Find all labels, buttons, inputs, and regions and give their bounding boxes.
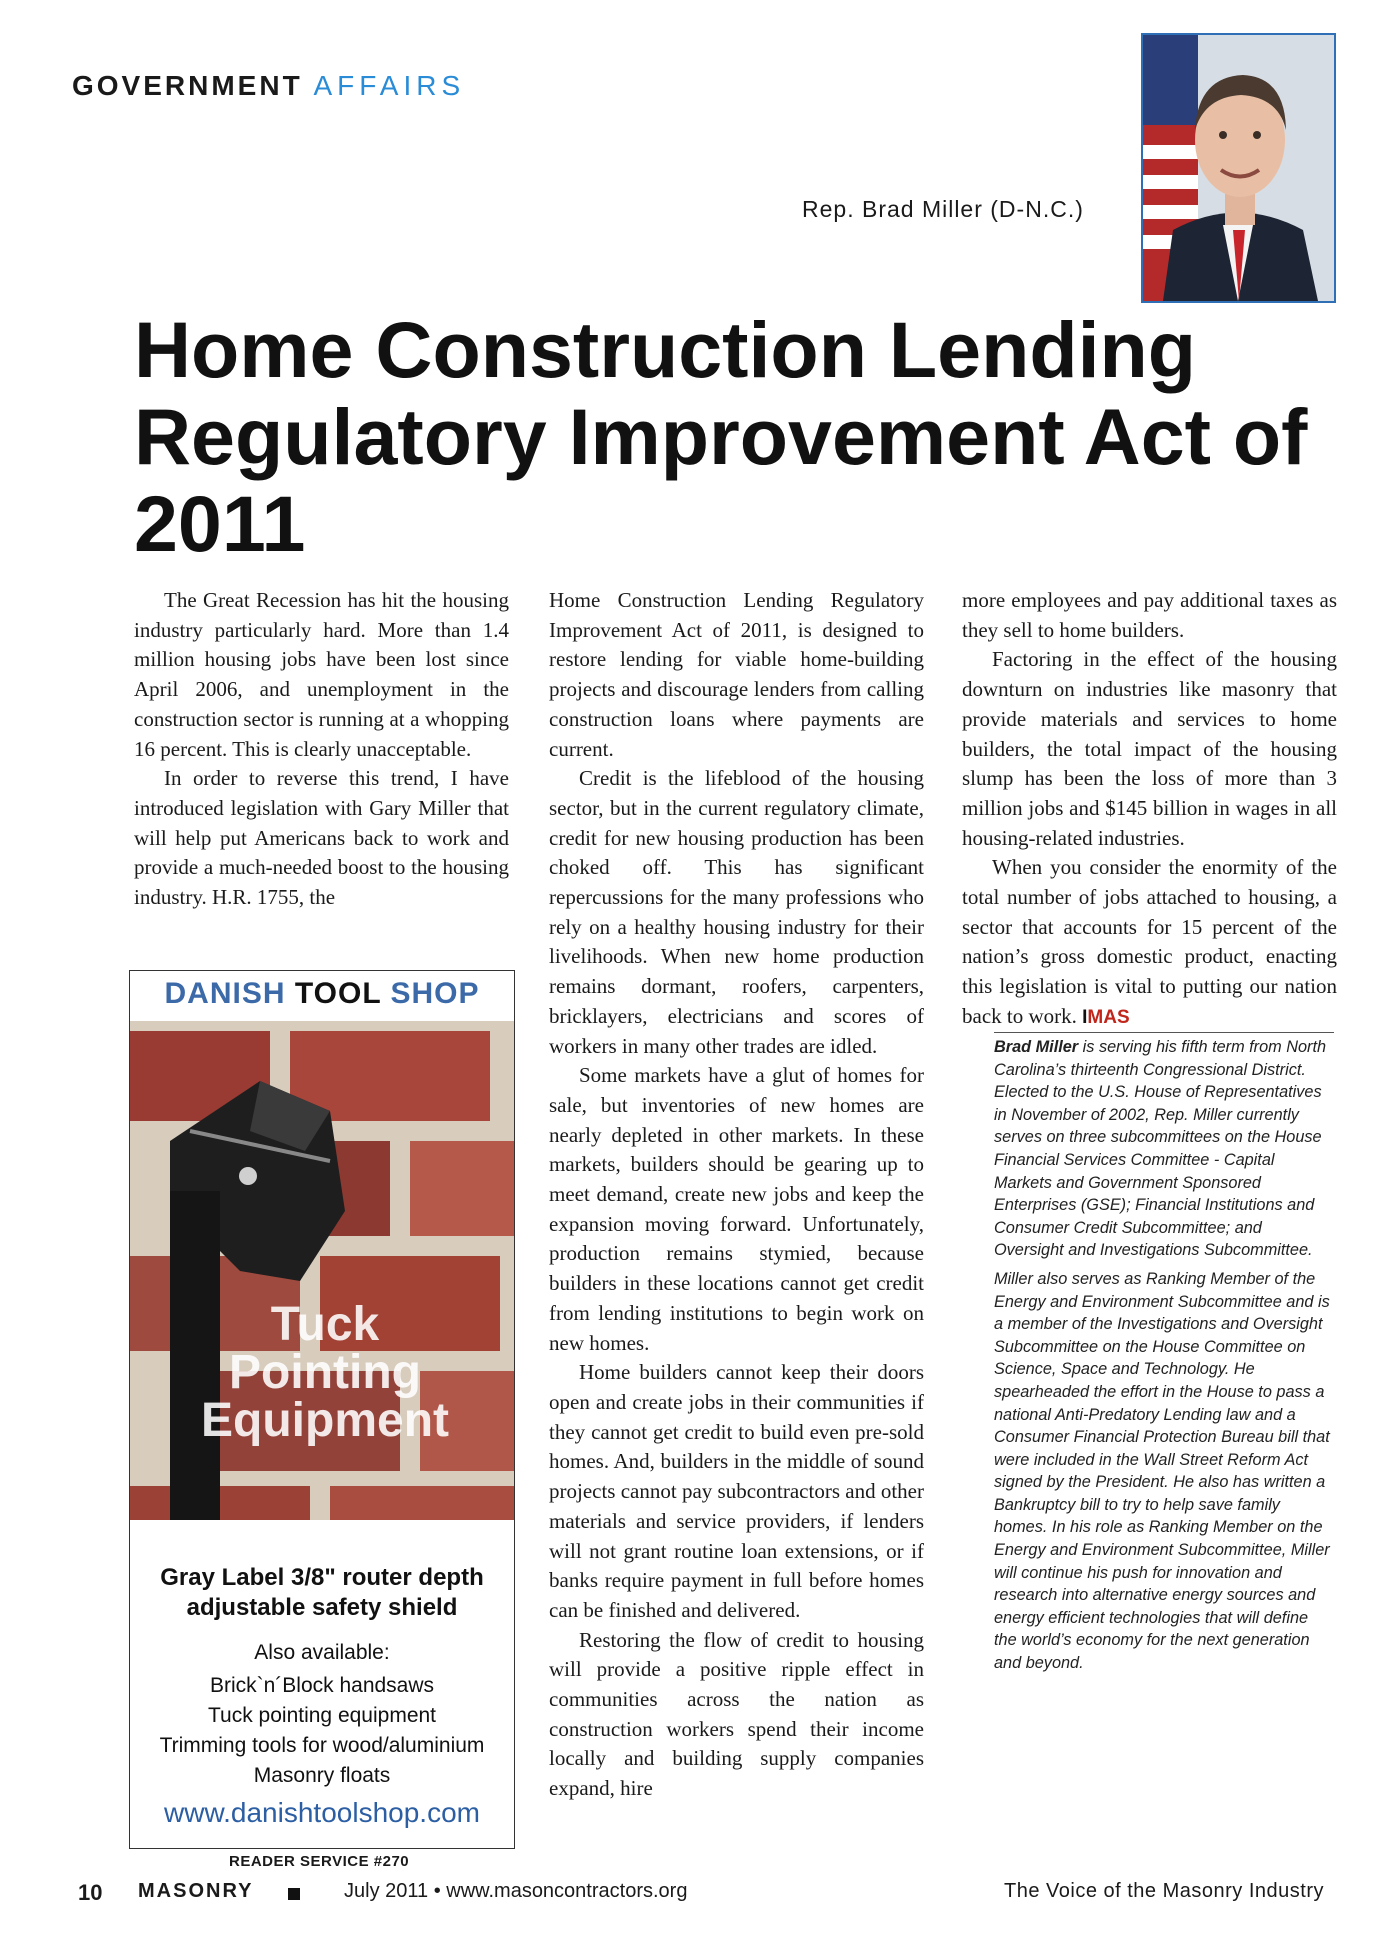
magazine-tagline: The Voice of the Masonry Industry	[1004, 1880, 1324, 1902]
ad-overlay-line: Pointing	[229, 1346, 421, 1399]
page-number: 10	[78, 1880, 103, 1905]
portrait-photo	[1141, 33, 1336, 303]
article-paragraph: Home builders cannot keep their doors open and create jobs in their communities if they cannot get credit to build even pre-sold homes. And, builders in the middle of sound projects cannot pay subcontractors and other materials and service providers, if lenders will not grant routine loan extensions, or if banks require payment in full before homes can be finished and delivered.	[549, 1360, 924, 1622]
ad-website-link[interactable]: www.danishtoolshop.com	[164, 1797, 480, 1828]
ad-overlay-text	[160, 1298, 490, 1447]
article-paragraph: In order to reverse this trend, I have introduced legislation with Gary Miller that will help put Americans back to work and provide a much-needed boost to the housing industry. H.R. 1755, the	[134, 766, 509, 910]
section-label-affairs: AFFAIRS	[313, 70, 466, 101]
bio-paragraph: Miller also serves as Ranking Member of the Energy and Environment Subcommittee and is a member of the Investigations and Oversight Subcommittee on the House Committee on Science, Space and Technology. He spearheaded the effort in the House to pass a national Anti-Predatory Lending law and a Consumer Financial Protection Bureau bill that were included in the Wall Street Reform Act signed by the President. He also has written a Bankruptcy bill to try to help save family homes. In his role as Ranking Member on the Energy and Environment Subcommittee, Miller will continue his push for innovation and research into alternative energy sources and energy efficient technologies that will define the world’s economy for the next generation and beyond.	[994, 1269, 1330, 1673]
article-column-3	[962, 586, 1337, 1033]
bio-text: is serving his fifth term from North Carolina’s thirteenth Congressional District. Elected to the U.S. House of Representatives in November of 2002, Rep. Miller currently serves on three subcommittees on the House Financial Services Committee - Capital Markets and Government Sponsored Enterprises (GSE); Financial Institutions and Consumer Credit Subcommittee; and Oversight and Investigations Subcommittee.	[994, 1038, 1327, 1260]
article-column-1	[134, 586, 509, 913]
article-headline: Home Construction Lending Regulatory Improvement Act of 2011	[134, 305, 1308, 568]
footer-square-icon	[288, 1888, 300, 1900]
ad-list-item: Brick`n´Block handsaws	[209, 1674, 435, 1697]
end-mark	[1082, 1007, 1130, 1028]
article-paragraph: Credit is the lifeblood of the housing sector, but in the current regulatory climate, credit for new housing production has been choked off. This has significant repercussions for the many professions who rely on a healthy housing industry for their livelihoods. When new home production remains dormant, roofers, carpenters, bricklayers, electricians and scores of workers in many other trades are idled.	[549, 766, 924, 1058]
article-paragraph: Home Construction Lending Regulatory Improvement Act of 2011, is designed to restore lending for viable home-building projects and discourage lenders from calling construction loans where payments are current.	[549, 588, 924, 761]
advertisement[interactable]	[129, 970, 515, 1849]
section-label	[72, 70, 465, 102]
portrait-illustration	[1143, 35, 1334, 301]
article-paragraph: Some markets have a glut of homes for sale, but inventories of new homes are nearly depleted in other markets. In these markets, builders should be gearing up to meet demand, create new jobs and keep the expansion moving forward. Unfortunately, production remains stymied, because builders in these locations cannot get credit from lending institutions to begin work on new homes.	[549, 1063, 924, 1355]
bio-name: Brad Miller	[994, 1038, 1079, 1056]
ad-also-available-list	[130, 1671, 514, 1791]
ad-title-part: TOOL	[294, 977, 382, 1010]
article-paragraph: Factoring in the effect of the housing downturn on industries like masonry that provide materials and services to home builders, the total impact of the housing slump has been the loss of more than 3 million jobs and $145 billion in wages in all housing-related industries.	[962, 647, 1337, 850]
ad-title	[130, 977, 514, 1011]
bio-paragraph	[994, 1036, 1334, 1262]
section-label-government: GOVERNMENT	[72, 70, 303, 101]
ad-title-part: SHOP	[381, 977, 480, 1010]
ad-list-item: Tuck pointing equipment	[207, 1704, 437, 1727]
ad-product-name: Gray Label 3/8" router depth adjustable safety shield	[160, 1564, 484, 1621]
ad-list-item: Trimming tools for wood/aluminium	[159, 1734, 485, 1757]
ad-title-part: DANISH	[164, 977, 295, 1010]
ad-overlay-line: Tuck	[270, 1298, 380, 1351]
article-paragraph-text: When you consider the enormity of the total number of jobs attached to housing, a sector that accounts for 15 percent of the nation’s gross domestic product, enacting this legislation is vital to putting our nation back to work.	[962, 855, 1337, 1028]
photo-caption: Rep. Brad Miller (D-N.C.)	[802, 196, 1084, 222]
end-mark-text: MAS	[1087, 1006, 1130, 1028]
article-paragraph: more employees and pay additional taxes as they sell to home builders.	[962, 588, 1337, 642]
article-column-2	[549, 586, 924, 1804]
author-bio	[994, 1032, 1334, 1681]
ad-list-item: Masonry floats	[253, 1764, 391, 1787]
issue-date-and-url: July 2011 • www.masoncontractors.org	[344, 1880, 688, 1902]
magazine-name: MASONRY	[138, 1880, 254, 1902]
article-paragraph: Restoring the flow of credit to housing will provide a positive ripple effect in communities across the nation as construction workers spend their income locally and building supply companies expand, hire	[549, 1627, 924, 1801]
article-paragraph: The Great Recession has hit the housing industry particularly hard. More than 1.4 million housing jobs have been lost since April 2006, and unemployment in the construction sector is running at a whopping 16 percent. This is clearly unacceptable.	[134, 588, 509, 761]
end-mark-bar: I	[1082, 1006, 1088, 1028]
ad-overlay-line: Equipment	[201, 1394, 449, 1447]
article-paragraph	[962, 853, 1337, 1032]
ad-also-available-heading: Also available:	[254, 1641, 390, 1664]
reader-service-number: READER SERVICE #270	[229, 1853, 410, 1870]
